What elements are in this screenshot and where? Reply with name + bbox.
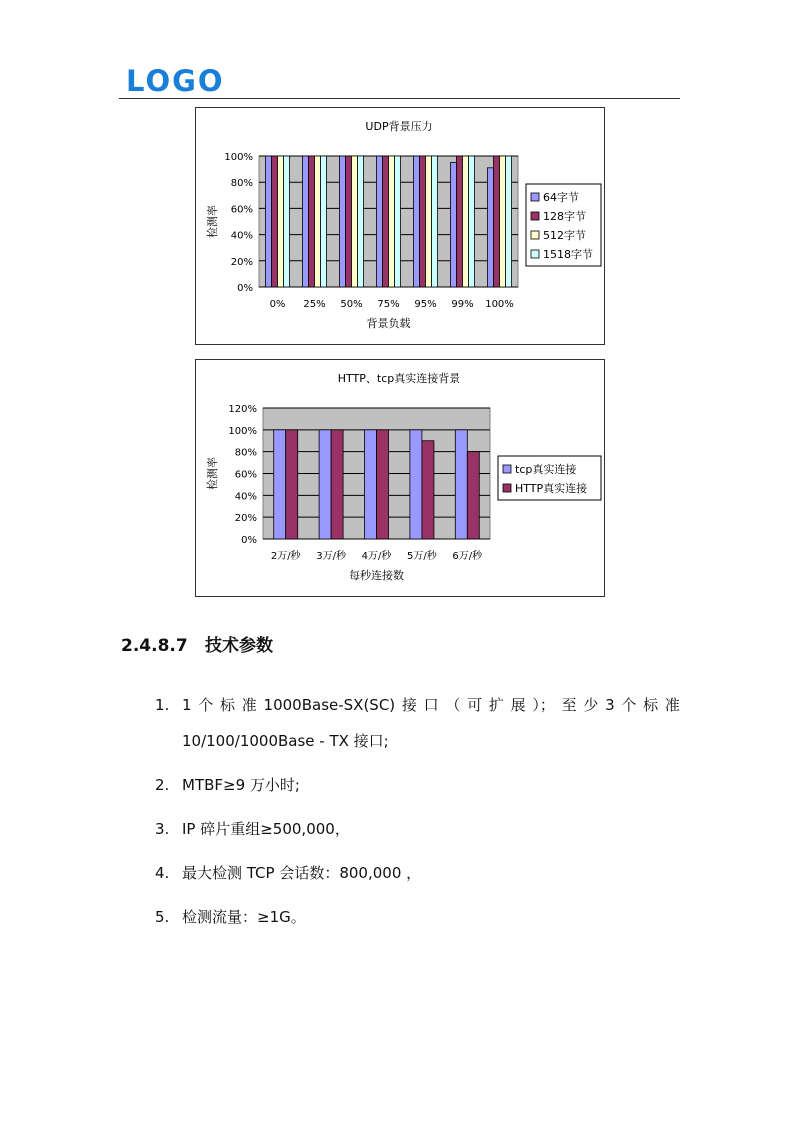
- list-item-word: 个: [621, 696, 637, 714]
- y-tick-label: 40%: [234, 491, 257, 503]
- list-item-word: ）；: [532, 696, 555, 714]
- bar: [463, 156, 469, 287]
- bar: [377, 430, 389, 539]
- bar: [321, 156, 327, 287]
- x-tick-label: 50%: [340, 299, 363, 310]
- udp-chart-svg: [196, 108, 604, 344]
- bar: [365, 430, 377, 539]
- list-item-word: 少: [583, 696, 599, 714]
- y-tick-label: 20%: [234, 513, 257, 525]
- list-item-text: IP 碎片重组≥500,000，: [182, 820, 350, 838]
- list-item-word: 展: [510, 696, 526, 714]
- x-tick-label: 2万/秒: [270, 551, 301, 562]
- list-item-word: （: [445, 696, 461, 714]
- y-tick-label: 0%: [241, 535, 257, 546]
- list-item-word: 准: [664, 696, 680, 714]
- list-item-word: 至: [561, 696, 577, 714]
- list-item-text: 检测流量：≥1G。: [182, 908, 306, 926]
- x-tick-label: 100%: [485, 299, 514, 310]
- y-tick-label: 40%: [230, 230, 253, 242]
- y-tick-label: 120%: [228, 404, 257, 415]
- bar: [420, 156, 426, 287]
- y-tick-label: 80%: [230, 178, 253, 190]
- legend-swatch: [503, 484, 511, 492]
- legend-label: 1518字节: [543, 248, 593, 261]
- bar: [303, 156, 309, 287]
- bar: [506, 156, 512, 287]
- y-tick-label: 100%: [228, 425, 257, 437]
- list-item-word: 标: [643, 696, 659, 714]
- y-tick-label: 60%: [234, 469, 257, 481]
- bar: [358, 156, 364, 287]
- y-tick-label: 80%: [234, 447, 257, 459]
- section-number: 2.4.8.7: [121, 636, 188, 656]
- x-tick-label: 4万/秒: [361, 551, 392, 562]
- header-rule: [119, 98, 680, 99]
- logo: LOGO: [126, 64, 225, 98]
- list-item-word: 1: [182, 696, 192, 714]
- bar: [377, 156, 383, 287]
- list-item: [155, 862, 680, 884]
- list-item: [155, 694, 680, 752]
- list-item: [155, 818, 680, 840]
- list-item-word: 标: [220, 696, 236, 714]
- x-tick-label: 75%: [377, 299, 400, 310]
- x-tick-label: 95%: [414, 299, 437, 310]
- list-number: 4.: [155, 864, 170, 882]
- list-item-word: 1000Base-SX(SC): [263, 696, 396, 714]
- list-item-word: 个: [198, 696, 214, 714]
- legend-swatch: [531, 250, 539, 258]
- section-title: 技术参数: [205, 636, 273, 656]
- bar: [309, 156, 315, 287]
- spec-list: [155, 694, 680, 928]
- bar: [426, 156, 432, 287]
- legend-label: 512字节: [543, 229, 586, 242]
- legend-label: HTTP真实连接: [515, 482, 588, 495]
- bar: [455, 430, 467, 539]
- x-tick-label: 99%: [451, 299, 474, 310]
- legend-label: 64字节: [543, 191, 579, 204]
- bar: [494, 156, 500, 287]
- bar: [410, 430, 422, 539]
- bar: [500, 156, 506, 287]
- list-number: 1.: [155, 696, 170, 714]
- x-axis-label: 每秒连接数: [349, 569, 404, 582]
- section-heading: [121, 631, 273, 656]
- bar: [286, 430, 298, 539]
- list-number: 5.: [155, 908, 170, 926]
- y-axis-label: 检测率: [206, 205, 219, 238]
- legend-swatch: [531, 193, 539, 201]
- list-item-word: 扩: [488, 696, 504, 714]
- list-item-text: 最大检测 TCP 会话数：800,000 ，: [182, 864, 422, 882]
- list-item-text: MTBF≥9 万小时;: [182, 776, 300, 794]
- list-item: [155, 906, 680, 928]
- bar: [278, 156, 284, 287]
- bar: [432, 156, 438, 287]
- bar: [395, 156, 401, 287]
- list-item-word: 可: [467, 696, 483, 714]
- legend-swatch: [503, 465, 511, 473]
- list-item-word: 接: [401, 696, 417, 714]
- bar: [346, 156, 352, 287]
- list-item-word: 口: [423, 696, 439, 714]
- http-tcp-chart-svg: [196, 360, 604, 596]
- bar: [266, 156, 272, 287]
- x-axis-label: 背景负载: [366, 317, 411, 330]
- y-tick-label: 0%: [237, 283, 253, 294]
- x-tick-label: 0%: [269, 299, 286, 310]
- http-tcp-chart: [195, 359, 605, 597]
- y-tick-label: 20%: [230, 256, 253, 268]
- x-tick-label: 25%: [303, 299, 326, 310]
- bar: [272, 156, 278, 287]
- bar: [315, 156, 321, 287]
- y-axis-label: 检测率: [206, 457, 219, 490]
- bar: [352, 156, 358, 287]
- bar: [457, 156, 463, 287]
- bar: [284, 156, 290, 287]
- bar: [488, 168, 494, 287]
- bar: [422, 441, 434, 539]
- bar: [274, 430, 286, 539]
- list-item-continuation: 10/100/1000Base - TX 接口;: [182, 732, 389, 750]
- bar: [331, 430, 343, 539]
- list-item-text: [182, 694, 680, 716]
- y-tick-label: 100%: [224, 152, 253, 163]
- legend-swatch: [531, 231, 539, 239]
- bar: [319, 430, 331, 539]
- y-tick-label: 60%: [230, 204, 253, 216]
- udp-chart: [195, 107, 605, 345]
- legend-swatch: [531, 212, 539, 220]
- bar: [340, 156, 346, 287]
- list-item: [155, 774, 680, 796]
- bar: [389, 156, 395, 287]
- chart-title: UDP背景压力: [365, 120, 433, 133]
- list-number: 3.: [155, 820, 170, 838]
- bar: [451, 163, 457, 287]
- x-tick-label: 3万/秒: [316, 551, 346, 562]
- x-tick-label: 5万/秒: [407, 551, 437, 562]
- list-number: 2.: [155, 776, 170, 794]
- bar: [414, 156, 420, 287]
- bar: [383, 156, 389, 287]
- bar: [467, 452, 479, 539]
- x-tick-label: 6万/秒: [452, 551, 483, 562]
- chart-title: HTTP、tcp真实连接背景: [337, 372, 461, 385]
- bar: [469, 156, 475, 287]
- list-item-word: 准: [241, 696, 257, 714]
- list-item-word: 3: [605, 696, 615, 714]
- legend-label: 128字节: [543, 210, 586, 223]
- legend-label: tcp真实连接: [515, 463, 577, 476]
